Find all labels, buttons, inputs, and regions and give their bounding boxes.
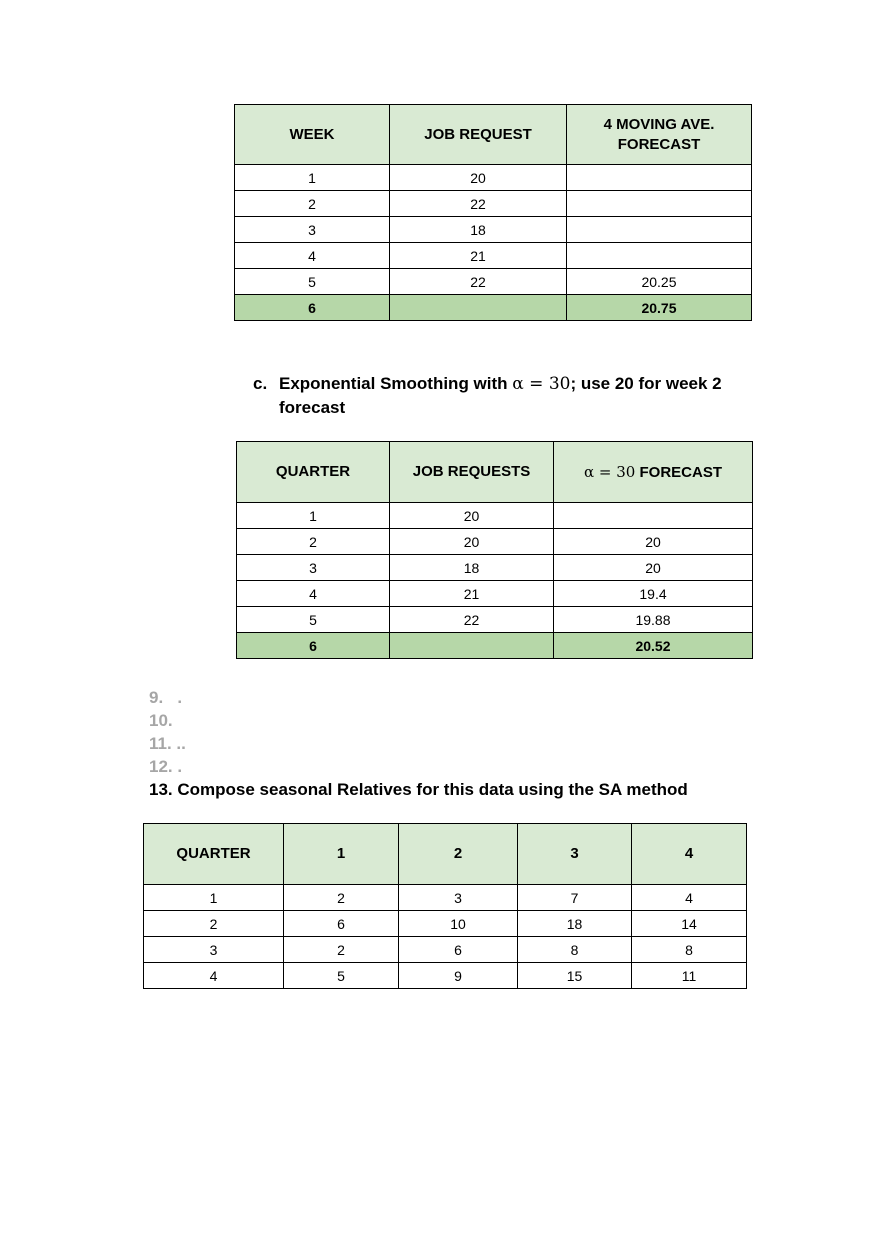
header-quarter: QUARTER: [144, 824, 284, 885]
alpha-expression: α = 30: [512, 374, 571, 394]
cell: [554, 503, 753, 529]
header-alpha-forecast: [554, 442, 753, 503]
table-row: [144, 911, 747, 937]
table-row: [237, 581, 753, 607]
table-header-row: [144, 824, 747, 885]
cell: 20: [390, 165, 567, 191]
table-row: [235, 165, 752, 191]
cell: [567, 243, 752, 269]
section-c-suffix: ; use 20 for week 2 forecast: [279, 374, 722, 417]
table-row: [144, 885, 747, 911]
cell: 2: [235, 191, 390, 217]
table-row: [235, 191, 752, 217]
section-c-prefix: Exponential Smoothing with: [279, 374, 513, 393]
cell: 6: [284, 911, 399, 937]
header-alpha: α = 30: [584, 462, 636, 481]
table-row: [237, 607, 753, 633]
numbered-list: [149, 686, 688, 801]
forecast-row: [237, 633, 753, 659]
cell: 22: [390, 191, 567, 217]
cell: 4: [144, 963, 284, 989]
cell: 10: [399, 911, 518, 937]
exponential-smoothing-table: [236, 441, 753, 659]
header-job-request: JOB REQUEST: [390, 105, 567, 165]
header-forecast-text: FORECAST: [639, 463, 722, 481]
cell: 20: [390, 529, 554, 555]
table-header-row: [235, 105, 752, 165]
moving-average-table: [234, 104, 752, 321]
cell: 5: [284, 963, 399, 989]
cell: [567, 217, 752, 243]
list-item-9: 9. .: [149, 688, 183, 707]
cell: 18: [390, 555, 554, 581]
cell: 20: [390, 503, 554, 529]
cell: 21: [390, 243, 567, 269]
table-row: [144, 963, 747, 989]
header-col-4: 4: [632, 824, 747, 885]
cell: 21: [390, 581, 554, 607]
cell: 20: [554, 555, 753, 581]
table-row: [235, 243, 752, 269]
cell: 14: [632, 911, 747, 937]
table-header-row: [237, 442, 753, 503]
cell: 20.25: [567, 269, 752, 295]
cell: 9: [399, 963, 518, 989]
cell: 6: [235, 295, 390, 321]
header-quarter: QUARTER: [237, 442, 390, 503]
cell: 1: [144, 885, 284, 911]
cell: [567, 191, 752, 217]
table-row: [237, 555, 753, 581]
cell: 19.88: [554, 607, 753, 633]
cell: 2: [237, 529, 390, 555]
section-c-label: c.: [253, 374, 268, 393]
cell: 20.75: [567, 295, 752, 321]
header-col-3: 3: [518, 824, 632, 885]
cell: 5: [235, 269, 390, 295]
header-moving-ave-forecast: 4 MOVING AVE. FORECAST: [567, 105, 752, 165]
cell: 7: [518, 885, 632, 911]
list-item-10: 10.: [149, 711, 173, 730]
cell: 6: [399, 937, 518, 963]
cell: 2: [284, 937, 399, 963]
cell: 20: [554, 529, 753, 555]
cell: 4: [235, 243, 390, 269]
cell: 1: [235, 165, 390, 191]
cell: 8: [632, 937, 747, 963]
cell: 5: [237, 607, 390, 633]
forecast-row: [235, 295, 752, 321]
cell: 6: [237, 633, 390, 659]
cell: 3: [235, 217, 390, 243]
cell: 22: [390, 607, 554, 633]
seasonal-data-table: [143, 823, 747, 989]
header-col-1: 1: [284, 824, 399, 885]
cell: 18: [390, 217, 567, 243]
list-item-13: 13. Compose seasonal Relatives for this data using the SA method: [149, 780, 688, 799]
table-row: [235, 217, 752, 243]
cell: [567, 165, 752, 191]
cell: 4: [632, 885, 747, 911]
header-job-requests: JOB REQUESTS: [390, 442, 554, 503]
cell: 4: [237, 581, 390, 607]
header-col-2: 2: [399, 824, 518, 885]
table-row: [235, 269, 752, 295]
section-c-text: [279, 372, 743, 419]
cell: 1: [237, 503, 390, 529]
cell: [390, 295, 567, 321]
header-week: WEEK: [235, 105, 390, 165]
list-item-12: 12. .: [149, 757, 183, 776]
cell: 3: [399, 885, 518, 911]
cell: 19.4: [554, 581, 753, 607]
table-row: [144, 937, 747, 963]
section-c-heading: [253, 372, 743, 419]
cell: 8: [518, 937, 632, 963]
table-row: [237, 529, 753, 555]
cell: 20.52: [554, 633, 753, 659]
cell: 15: [518, 963, 632, 989]
table-row: [237, 503, 753, 529]
list-item-11: 11. ..: [149, 734, 186, 753]
cell: 2: [144, 911, 284, 937]
cell: 2: [284, 885, 399, 911]
cell: 22: [390, 269, 567, 295]
cell: 18: [518, 911, 632, 937]
cell: 3: [144, 937, 284, 963]
cell: [390, 633, 554, 659]
cell: 11: [632, 963, 747, 989]
cell: 3: [237, 555, 390, 581]
